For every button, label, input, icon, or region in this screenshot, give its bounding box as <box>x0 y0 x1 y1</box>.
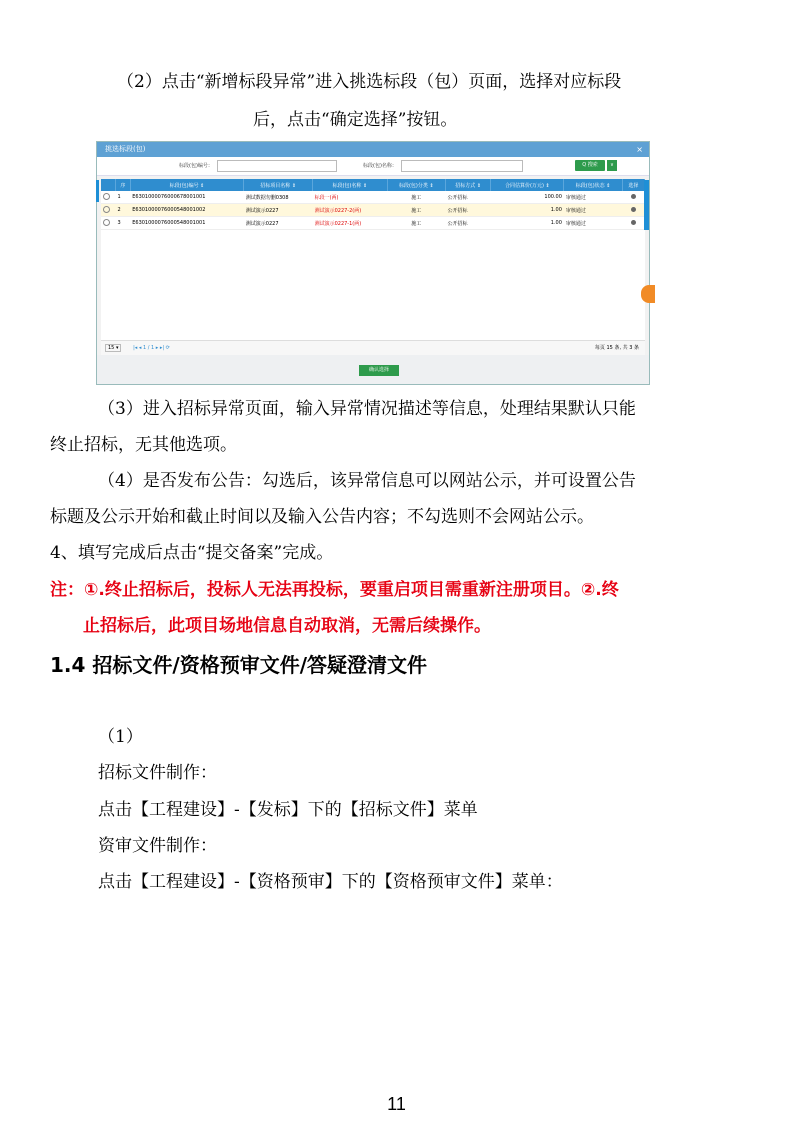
code-input[interactable] <box>217 160 337 172</box>
dialog-footer <box>97 355 649 384</box>
cell-method: 公开招标 <box>446 217 491 230</box>
cell-price: 1.00 <box>491 204 564 217</box>
bid-doc-label: 招标文件制作： <box>98 763 217 783</box>
cell-price: 100.00 <box>491 191 564 204</box>
cell-project: 测试演示0227 <box>244 217 313 230</box>
cell-price: 1.00 <box>491 217 564 230</box>
header-category[interactable]: 标段(包)分类 ⇕ <box>387 179 445 191</box>
radio-button[interactable] <box>101 191 116 204</box>
header-choose: 选择 <box>622 179 644 191</box>
note-line1: 注：①.终止招标后，投标人无法再投标，要重启项目需重新注册项目。②.终 <box>50 580 619 600</box>
dialog-screenshot <box>96 141 650 385</box>
para1-line1: （2）点击“新增标段异常”进入挑选标段（包）页面，选择对应标段 <box>117 72 622 92</box>
cell-project: 测试演示0227 <box>244 204 313 217</box>
note-line2: 止招标后，此项目场地信息自动取消，无需后续操作。 <box>83 616 491 636</box>
cell-method: 公开招标 <box>446 204 491 217</box>
cell-code: E6301000076000548001002 <box>130 204 244 217</box>
cell-code: E6301000076000678001001 <box>130 191 244 204</box>
results-table <box>101 179 645 230</box>
search-button[interactable]: Q 搜索 <box>575 160 605 171</box>
cell-category: 施工 <box>387 204 445 217</box>
step-number: （1） <box>98 727 143 747</box>
prequal-doc-label: 资审文件制作： <box>98 836 217 856</box>
cell-status: 审核通过 <box>564 191 622 204</box>
header-status[interactable]: 标段(包)状态 ⇕ <box>564 179 622 191</box>
table-row[interactable] <box>101 204 645 217</box>
bid-doc-instruction: 点击【工程建设】-【发标】下的【招标文件】菜单 <box>98 800 478 820</box>
cell-name: 测试演示0227-1(两) <box>313 217 388 230</box>
page-number: 11 <box>387 1094 406 1114</box>
cell-status: 审核通过 <box>564 217 622 230</box>
name-label: 标段(包)名称： <box>363 163 397 169</box>
header-code[interactable]: 标段(包)编号 ⇕ <box>130 179 244 191</box>
floating-orange-icon[interactable] <box>641 285 655 303</box>
cell-name: 测试演示0227-2(两) <box>313 204 388 217</box>
para2-line2: 终止招标，无其他选项。 <box>50 435 237 455</box>
header-price[interactable]: 合同估算价(万元) ⇕ <box>491 179 564 191</box>
para2-line1: （3）进入招标异常页面，输入异常情况描述等信息，处理结果默认只能 <box>98 399 636 419</box>
side-tab-right <box>644 180 649 230</box>
cell-method: 公开招标 <box>446 191 491 204</box>
confirm-select-button[interactable]: 确认选择 <box>359 365 399 376</box>
cell-project: 测试数据勿删0308 <box>244 191 313 204</box>
chevron-down-icon[interactable]: ∨ <box>607 160 617 171</box>
gear-icon[interactable] <box>622 217 644 230</box>
cell-code: E6301000076000548001001 <box>130 217 244 230</box>
cell-no: 3 <box>116 217 131 230</box>
table-row[interactable] <box>101 191 645 204</box>
dialog-title: 挑选标段(包) <box>105 145 146 153</box>
radio-button[interactable] <box>101 204 116 217</box>
code-label: 标段(包)编号： <box>179 163 213 169</box>
cell-status: 审核通过 <box>564 204 622 217</box>
radio-button[interactable] <box>101 217 116 230</box>
header-name[interactable]: 标段(包)名称 ⇕ <box>313 179 388 191</box>
gear-icon[interactable] <box>622 204 644 217</box>
prequal-doc-instruction: 点击【工程建设】-【资格预审】下的【资格预审文件】菜单： <box>98 872 563 892</box>
section-heading: 1.4 招标文件/资格预审文件/答疑澄清文件 <box>50 653 428 677</box>
gear-icon[interactable] <box>622 191 644 204</box>
para3-line2: 标题及公示开始和截止时间以及输入公告内容；不勾选则不会网站公示。 <box>50 507 594 527</box>
side-tab-left <box>96 180 99 202</box>
pager <box>101 340 645 355</box>
cell-category: 施工 <box>387 217 445 230</box>
header-method[interactable]: 招标方式 ⇕ <box>446 179 491 191</box>
cell-no: 2 <box>116 204 131 217</box>
dialog-titlebar <box>97 142 649 157</box>
header-no: 序 <box>116 179 131 191</box>
close-icon[interactable]: × <box>636 145 643 154</box>
header-project[interactable]: 招标项目名称 ⇕ <box>244 179 313 191</box>
cell-no: 1 <box>116 191 131 204</box>
table-row[interactable] <box>101 217 645 230</box>
pager-info: 每页 15 条, 共 3 条 <box>594 345 639 351</box>
page-navigation[interactable]: |◂ ◂ 1 / 1 ▸ ▸| ⟳ <box>133 345 170 351</box>
cell-name: 标段一(两) <box>313 191 388 204</box>
search-bar <box>97 157 649 176</box>
cell-category: 施工 <box>387 191 445 204</box>
para3-line1: （4）是否发布公告：勾选后，该异常信息可以网站公示，并可设置公告 <box>98 471 636 491</box>
name-input[interactable] <box>401 160 523 172</box>
page-size-select[interactable]: 15 ▾ <box>105 344 121 352</box>
header-select <box>101 179 116 191</box>
para1-line2: 后，点击“确定选择”按钮。 <box>253 110 458 130</box>
para4: 4、填写完成后点击“提交备案”完成。 <box>50 543 334 563</box>
